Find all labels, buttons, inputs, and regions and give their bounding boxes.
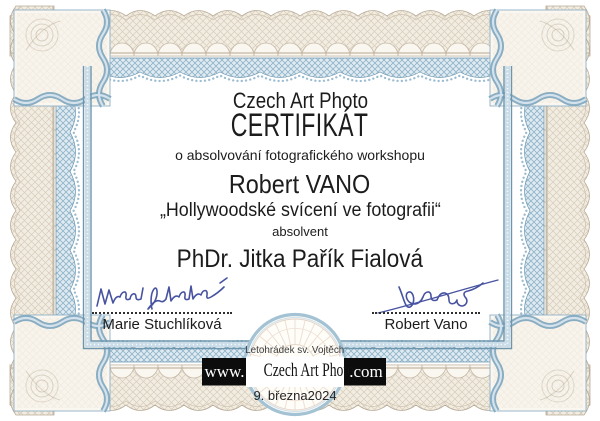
signatory-right-name: Robert Vano: [384, 316, 468, 333]
seal-date: 9. března2024: [253, 388, 337, 403]
signature-line-left: [92, 305, 232, 314]
signature-ink-left: [97, 288, 143, 306]
signatory-left-name: Marie Stuchlíková: [102, 316, 222, 333]
seal-url-prefix: www.: [204, 362, 245, 381]
seal-brand-text: Czech Art Photo: [263, 360, 355, 381]
certificate-title: CERTIFIKÁT: [231, 107, 369, 143]
seal-venue-text: Letohrádek sv. Vojtěch: [245, 344, 345, 356]
lecturer-name: Robert VANO: [229, 169, 371, 199]
signature-line-right: [372, 305, 480, 314]
certificate-subtitle: o absolvování fotografického workshopu: [175, 147, 425, 163]
graduate-name: PhDr. Jitka Pařík Fialová: [176, 245, 424, 273]
issuer-name: Czech Art Photo: [232, 88, 368, 113]
seal-url-suffix: .com: [349, 362, 383, 381]
role-label: absolvent: [272, 224, 328, 239]
workshop-title: „Hollywoodské svícení ve fotografii“: [159, 200, 441, 221]
